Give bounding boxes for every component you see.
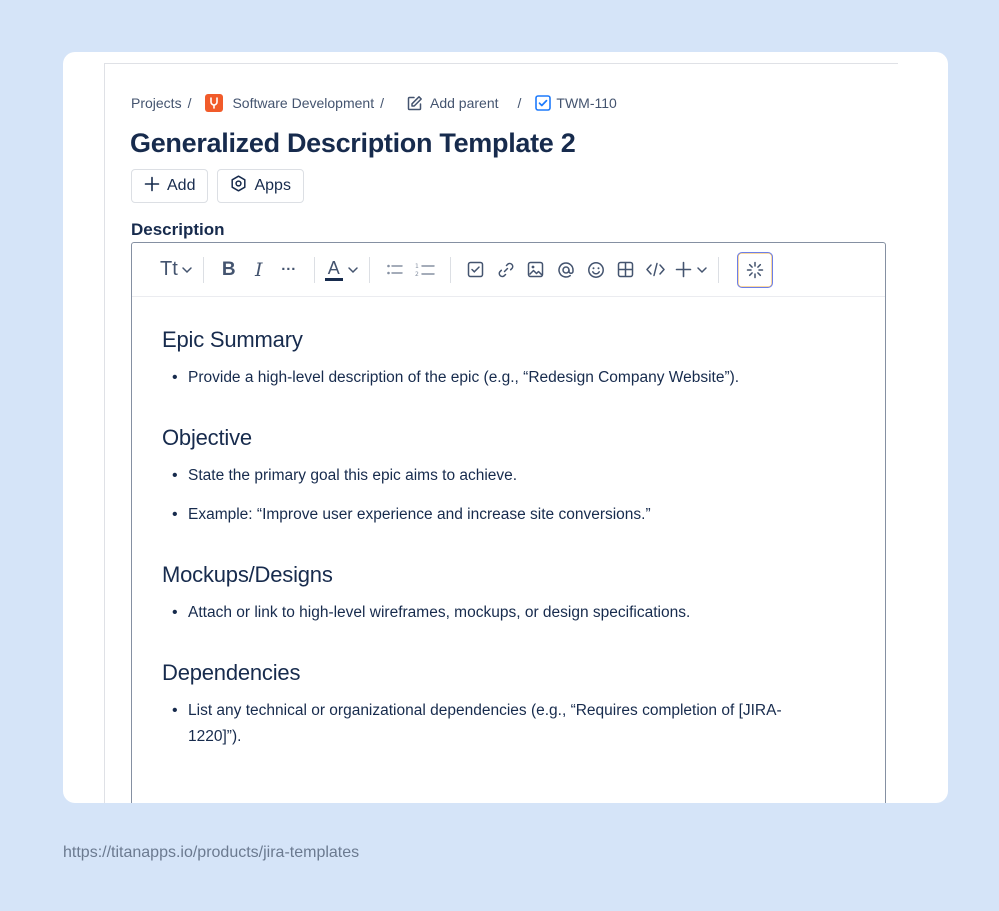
italic-button[interactable]	[244, 255, 274, 285]
breadcrumb-separator: /	[380, 95, 384, 111]
text-style-dropdown[interactable]	[160, 255, 193, 285]
breadcrumb-separator: /	[187, 95, 192, 111]
bullet-list	[162, 698, 855, 750]
list-item: • List any technical or organizational dependencies (e.g., “Requires completion of [JIRA-1220]”).	[162, 698, 855, 750]
image-icon	[527, 261, 544, 278]
toolbar-divider	[450, 257, 451, 283]
svg-text:1: 1	[414, 262, 419, 270]
code-snippet-button[interactable]	[641, 255, 671, 285]
bullet-list-icon	[386, 261, 404, 279]
code-icon	[646, 261, 665, 278]
text-color-icon	[325, 259, 343, 281]
text-color-letter: A	[327, 257, 340, 278]
section-heading: Mockups/Designs	[162, 562, 333, 587]
toolbar-divider	[369, 257, 370, 283]
chevron-down-icon	[181, 264, 193, 276]
bullet-list	[162, 600, 855, 626]
more-icon: ···	[281, 261, 297, 278]
bullet-list	[162, 463, 855, 528]
ai-assist-button[interactable]	[737, 252, 773, 288]
section-heading: Dependencies	[162, 660, 301, 685]
apps-hexagon-icon	[230, 175, 247, 197]
list-item: • Attach or link to high-level wireframes, mockups, or design specifications.	[162, 600, 855, 626]
description-label: Description	[131, 220, 225, 239]
editor-toolbar	[132, 243, 885, 297]
table-icon	[617, 261, 634, 278]
breadcrumb-projects[interactable]: Projects	[131, 95, 182, 111]
mention-button[interactable]	[551, 255, 581, 285]
page-title[interactable]: Generalized Description Template 2	[130, 128, 576, 158]
list-item: • Provide a high-level description of the epic (e.g., “Redesign Company Website”).	[162, 365, 855, 391]
svg-text:2: 2	[414, 270, 419, 278]
list-item: • Example: “Improve user experience and increase site conversions.”	[162, 502, 855, 528]
link-button[interactable]	[491, 255, 521, 285]
section-heading: Epic Summary	[162, 327, 303, 352]
frame-left-border	[104, 63, 105, 803]
apps-button[interactable]	[217, 169, 303, 203]
emoji-icon	[587, 261, 605, 279]
chevron-down-icon	[347, 264, 359, 276]
bullet-list	[162, 365, 855, 391]
add-parent-link[interactable]: Add parent	[430, 95, 499, 111]
bullet-list-button[interactable]	[380, 255, 410, 285]
plus-icon	[144, 176, 160, 197]
image-button[interactable]	[521, 255, 551, 285]
plus-icon	[675, 261, 692, 278]
bold-button[interactable]	[214, 255, 244, 285]
task-icon	[535, 95, 551, 111]
breadcrumb	[131, 92, 617, 114]
numbered-list-icon	[415, 261, 435, 279]
breadcrumb-separator: /	[517, 95, 522, 111]
emoji-button[interactable]	[581, 255, 611, 285]
issue-card	[63, 52, 948, 803]
table-button[interactable]	[611, 255, 641, 285]
link-icon	[497, 261, 515, 279]
list-item: • State the primary goal this epic aims to achieve.	[162, 463, 855, 489]
issue-key-link[interactable]: TWM-110	[556, 95, 617, 111]
edit-icon	[406, 95, 423, 112]
bold-icon: B	[221, 258, 236, 280]
more-formatting-button[interactable]	[274, 255, 304, 285]
text-style-label: Tt	[160, 258, 178, 280]
italic-icon: I	[255, 258, 263, 281]
add-button[interactable]	[131, 169, 208, 203]
apps-button-label: Apps	[254, 177, 291, 194]
toolbar-divider	[314, 257, 315, 283]
at-mention-icon	[557, 261, 575, 279]
sparkle-loader-icon	[746, 261, 764, 279]
text-color-swatch	[325, 278, 343, 281]
frame-top-border	[104, 63, 898, 64]
project-icon	[205, 94, 223, 112]
action-row	[131, 169, 304, 203]
action-item-button[interactable]	[461, 255, 491, 285]
text-color-dropdown[interactable]	[325, 255, 359, 285]
editor-content[interactable]	[132, 297, 885, 750]
toolbar-divider	[203, 257, 204, 283]
toolbar-divider	[718, 257, 719, 283]
checkbox-icon	[467, 261, 484, 278]
add-button-label: Add	[167, 177, 196, 194]
section-heading: Objective	[162, 425, 252, 450]
chevron-down-icon	[696, 264, 708, 276]
description-editor[interactable]	[131, 242, 886, 803]
footer-url: https://titanapps.io/products/jira-templates	[63, 844, 360, 861]
insert-more-dropdown[interactable]	[675, 255, 708, 285]
breadcrumb-project[interactable]: Software Development	[232, 95, 375, 111]
numbered-list-button[interactable]	[410, 255, 440, 285]
